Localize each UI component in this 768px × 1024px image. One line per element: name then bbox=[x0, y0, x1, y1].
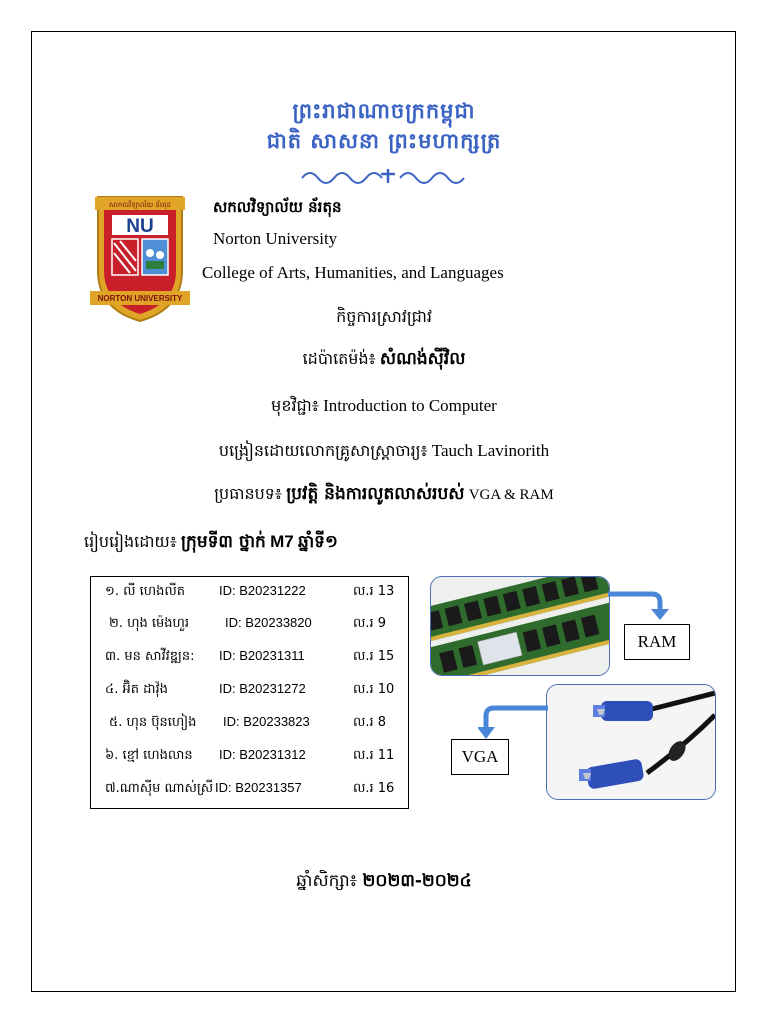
member-row bbox=[91, 648, 410, 670]
arrow-to-vga-icon bbox=[478, 702, 548, 742]
member-number: ល.រ 13 bbox=[353, 584, 395, 599]
member-row bbox=[91, 780, 410, 802]
member-row bbox=[91, 615, 410, 637]
arrow-to-ram-icon bbox=[608, 588, 672, 622]
ornament-divider bbox=[300, 166, 476, 186]
university-name-khmer: សកលវិទ្យាល័យ ន័រតុន bbox=[213, 198, 342, 216]
logo-bottom-text: NORTON UNIVERSITY bbox=[97, 294, 183, 303]
member-id: ID: B20231357 bbox=[215, 780, 302, 795]
subject-label: មុខវិជ្ជា៖ bbox=[271, 396, 319, 415]
member-id: ID: B20233823 bbox=[223, 714, 310, 729]
prepared-by-line bbox=[84, 531, 338, 556]
member-name: ២. ហុង ម៉េងហួរ bbox=[109, 616, 189, 631]
academic-year-label: ឆ្នាំសិក្សា៖ bbox=[296, 871, 358, 891]
lecturer-label: បង្រៀនដោយលោកគ្រូសាស្ត្រាចារ្យ៖ bbox=[218, 441, 428, 460]
member-row bbox=[91, 747, 410, 769]
college-name: College of Arts, Humanities, and Languages bbox=[202, 263, 504, 282]
member-name: ៧.ណាស៊ីម ណាស់ស្រី bbox=[105, 781, 214, 796]
logo-top-text: សាកលវិទ្យាល័យ ន័រតុន bbox=[109, 201, 171, 209]
member-number: ល.រ 15 bbox=[353, 649, 395, 664]
lecturer-value: Tauch Lavinorith bbox=[431, 441, 550, 460]
subject-value: Introduction to Computer bbox=[323, 396, 497, 415]
member-id: ID: B20231272 bbox=[219, 681, 306, 696]
member-name: ៥. ហុន ប៊ុនហៀង bbox=[109, 715, 197, 730]
ram-label: RAM bbox=[624, 624, 690, 660]
prepared-label: រៀបរៀងដោយ៖ bbox=[84, 532, 177, 551]
norton-university-logo bbox=[90, 189, 190, 324]
ram-photo bbox=[430, 576, 610, 676]
vga-cable-image bbox=[547, 685, 715, 799]
member-number: ល.រ 10 bbox=[353, 682, 395, 697]
department-label: ដេប៉ាតេម៉ង់៖ bbox=[302, 349, 376, 368]
member-id: ID: B20231312 bbox=[219, 747, 306, 762]
logo-letters: NU bbox=[126, 216, 154, 237]
department-line bbox=[0, 348, 768, 373]
topic-value-khmer: ប្រវត្តិ និងការលូតលាស់របស់ bbox=[286, 484, 465, 504]
member-id: ID: B20231311 bbox=[219, 648, 305, 663]
member-row bbox=[91, 681, 410, 703]
prepared-group: ក្រុមទី៣ ថ្នាក់ bbox=[180, 532, 266, 552]
member-number: ល.រ 11 bbox=[353, 748, 395, 763]
member-number: ល.រ 16 bbox=[353, 781, 395, 796]
department-value: សំណង់ស៊ីវិល bbox=[379, 349, 466, 369]
topic-label: ប្រធានបទ៖ bbox=[214, 484, 282, 503]
university-name-english: Norton University bbox=[213, 229, 338, 248]
vga-photo bbox=[546, 684, 716, 800]
assignment-type-text: កិច្ចការស្រាវជ្រាវ bbox=[336, 307, 432, 326]
ram-module-image bbox=[431, 577, 609, 675]
member-name: ៤. អ៊ិត ដាវ៉ុង bbox=[105, 682, 168, 697]
member-number: ល.រ 8 bbox=[353, 715, 387, 730]
prepared-year: ឆ្នាំទី១ bbox=[297, 532, 338, 552]
subject-line bbox=[0, 395, 768, 419]
lecturer-line bbox=[0, 440, 768, 464]
motto-line-2: ជាតិ សាសនា ព្រះមហាក្សត្រ bbox=[266, 129, 502, 153]
members-table bbox=[90, 576, 409, 809]
member-name: ៦. ខ្មៅ ហេងលាន bbox=[105, 748, 193, 763]
member-id: ID: B20233820 bbox=[225, 615, 312, 630]
vga-label: VGA bbox=[451, 739, 509, 775]
member-row bbox=[91, 583, 410, 605]
academic-year bbox=[0, 870, 768, 895]
member-name: ៣. មន សាវីវឌ្ឍន: bbox=[105, 649, 195, 664]
topic-line bbox=[0, 483, 768, 508]
assignment-type bbox=[0, 306, 768, 330]
academic-year-value: ២០២៣-២០២៤ bbox=[362, 871, 472, 891]
member-name: ១. លី ហេងលីត bbox=[105, 584, 185, 599]
motto-line-1: ព្រះរាជាណាចក្រកម្ពុជា bbox=[292, 99, 476, 123]
member-number: ល.រ 9 bbox=[353, 616, 387, 631]
topic-value-english: VGA & RAM bbox=[468, 487, 554, 503]
member-id: ID: B20231222 bbox=[219, 583, 306, 598]
prepared-class: M7 bbox=[270, 532, 294, 551]
member-row bbox=[91, 714, 410, 736]
